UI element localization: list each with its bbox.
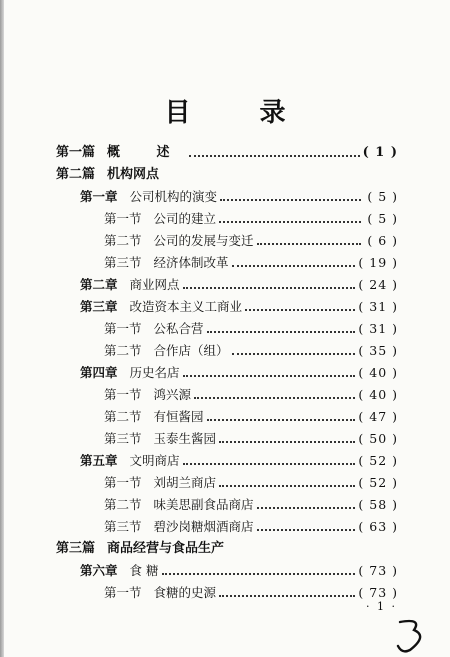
toc-entry[interactable] — [104, 386, 398, 404]
toc-text: 公司的发展与变迁 — [153, 233, 254, 248]
toc-text: 有恒酱园 — [153, 409, 204, 424]
toc-page: ( 5 ) — [367, 211, 398, 226]
toc-text: 味美思副食品商店 — [153, 497, 254, 512]
toc-entry[interactable] — [80, 298, 398, 316]
dot-leader — [219, 594, 355, 597]
toc-text: 碧沙岗糖烟酒商店 — [153, 519, 254, 534]
toc-text: 公司机构的演变 — [129, 189, 218, 204]
toc-text: 机构网点 — [107, 167, 160, 182]
dot-leader — [194, 396, 355, 399]
toc-text: 公司的建立 — [153, 211, 217, 226]
toc-label: 第一节 — [104, 585, 142, 600]
toc-entry[interactable] — [56, 540, 398, 558]
toc-label: 第一节 — [104, 387, 142, 402]
dot-leader — [257, 528, 356, 531]
toc-text: 玉泰生酱园 — [153, 431, 217, 446]
toc-page: ( 19 ) — [358, 255, 398, 270]
toc-entry[interactable] — [104, 408, 398, 426]
dot-leader — [257, 242, 361, 245]
toc-label: 第三节 — [104, 431, 142, 446]
toc-page: ( 35 ) — [358, 343, 398, 358]
toc-text: 公私合营 — [153, 321, 204, 336]
toc-entry[interactable] — [104, 474, 398, 492]
toc-label: 第一节 — [104, 475, 142, 490]
toc-entry[interactable] — [80, 188, 398, 206]
toc-entry[interactable] — [80, 364, 398, 382]
dot-leader — [219, 440, 355, 443]
toc-page: ( 40 ) — [358, 365, 398, 380]
dot-leader — [183, 286, 356, 289]
toc-text: 历史名店 — [129, 365, 180, 380]
toc-entry[interactable] — [80, 562, 398, 580]
page-number-footer: · 1 · — [366, 600, 397, 613]
dot-leader — [162, 572, 356, 575]
toc-label: 第一节 — [104, 211, 142, 226]
toc-text: 概 述 — [107, 145, 186, 160]
handwritten-mark-icon — [392, 616, 432, 656]
page-title: 目 录 — [164, 98, 316, 128]
toc-label: 第二节 — [104, 497, 142, 512]
toc-text: 食 糖 — [129, 563, 159, 578]
toc-label: 第六章 — [80, 563, 118, 578]
dot-leader — [189, 154, 360, 157]
toc-text: 改造资本主义工商业 — [129, 299, 243, 314]
toc-page: ( 1 ) — [362, 145, 398, 160]
dot-leader — [220, 198, 361, 201]
dot-leader — [207, 418, 356, 421]
toc-entry[interactable] — [104, 232, 398, 250]
toc-page: ( 52 ) — [358, 453, 398, 468]
toc-label: 第一节 — [104, 321, 142, 336]
toc-page: ( 73 ) — [358, 585, 398, 600]
toc-label: 第二节 — [104, 233, 142, 248]
toc-label: 第二篇 — [56, 167, 96, 182]
toc-entry[interactable] — [104, 496, 398, 514]
toc-label: 第一章 — [80, 189, 118, 204]
toc-label: 第二章 — [80, 277, 118, 292]
dot-leader — [219, 220, 361, 223]
toc-text: 合作店（组） — [153, 343, 229, 358]
toc-page: ( 47 ) — [358, 409, 398, 424]
toc-entry[interactable] — [104, 584, 398, 602]
toc-label: 第三节 — [104, 255, 142, 270]
toc-label: 第四章 — [80, 365, 118, 380]
toc-page: ( 31 ) — [358, 321, 398, 336]
dot-leader — [183, 374, 356, 377]
toc-page: ( 31 ) — [358, 299, 398, 314]
toc-entry[interactable] — [104, 210, 398, 228]
dot-leader — [207, 330, 356, 333]
toc-entry[interactable] — [104, 342, 398, 360]
toc-page: ( 73 ) — [358, 563, 398, 578]
toc-entry[interactable] — [80, 452, 398, 470]
toc-entry[interactable] — [104, 320, 398, 338]
toc-page: ( 52 ) — [358, 475, 398, 490]
toc-entry[interactable] — [104, 430, 398, 448]
toc-text: 鸿兴源 — [153, 387, 192, 402]
toc-page: ( 50 ) — [358, 431, 398, 446]
toc-entry[interactable] — [80, 276, 398, 294]
toc-text: 食糖的史源 — [153, 585, 217, 600]
toc-page: ( 63 ) — [358, 519, 398, 534]
toc-label: 第三章 — [80, 299, 118, 314]
toc-label: 第三节 — [104, 519, 142, 534]
toc-label: 第三篇 — [56, 541, 96, 556]
toc-text: 商品经营与食品生产 — [107, 541, 225, 556]
toc-entry[interactable] — [104, 518, 398, 536]
toc-label: 第一篇 — [56, 145, 96, 160]
dot-leader — [245, 308, 355, 311]
toc-label: 第二节 — [104, 409, 142, 424]
toc-entry[interactable] — [56, 144, 398, 162]
dot-leader — [232, 264, 356, 267]
toc-page: ( 58 ) — [358, 497, 398, 512]
toc-page: ( 5 ) — [367, 189, 398, 204]
dot-leader — [257, 506, 356, 509]
toc-label: 第五章 — [80, 453, 118, 468]
toc-page: ( 6 ) — [367, 233, 398, 248]
dot-leader — [183, 462, 356, 465]
toc-page: ( 40 ) — [358, 387, 398, 402]
toc-page: ( 24 ) — [358, 277, 398, 292]
toc-text: 文明商店 — [129, 453, 180, 468]
toc-text: 经济体制改革 — [153, 255, 229, 270]
toc-label: 第二节 — [104, 343, 142, 358]
toc-entry[interactable] — [104, 254, 398, 272]
toc-text: 刘胡兰商店 — [153, 475, 217, 490]
dot-leader — [232, 352, 356, 355]
toc-entry[interactable] — [56, 166, 398, 184]
toc-text: 商业网点 — [129, 277, 180, 292]
dot-leader — [219, 484, 355, 487]
